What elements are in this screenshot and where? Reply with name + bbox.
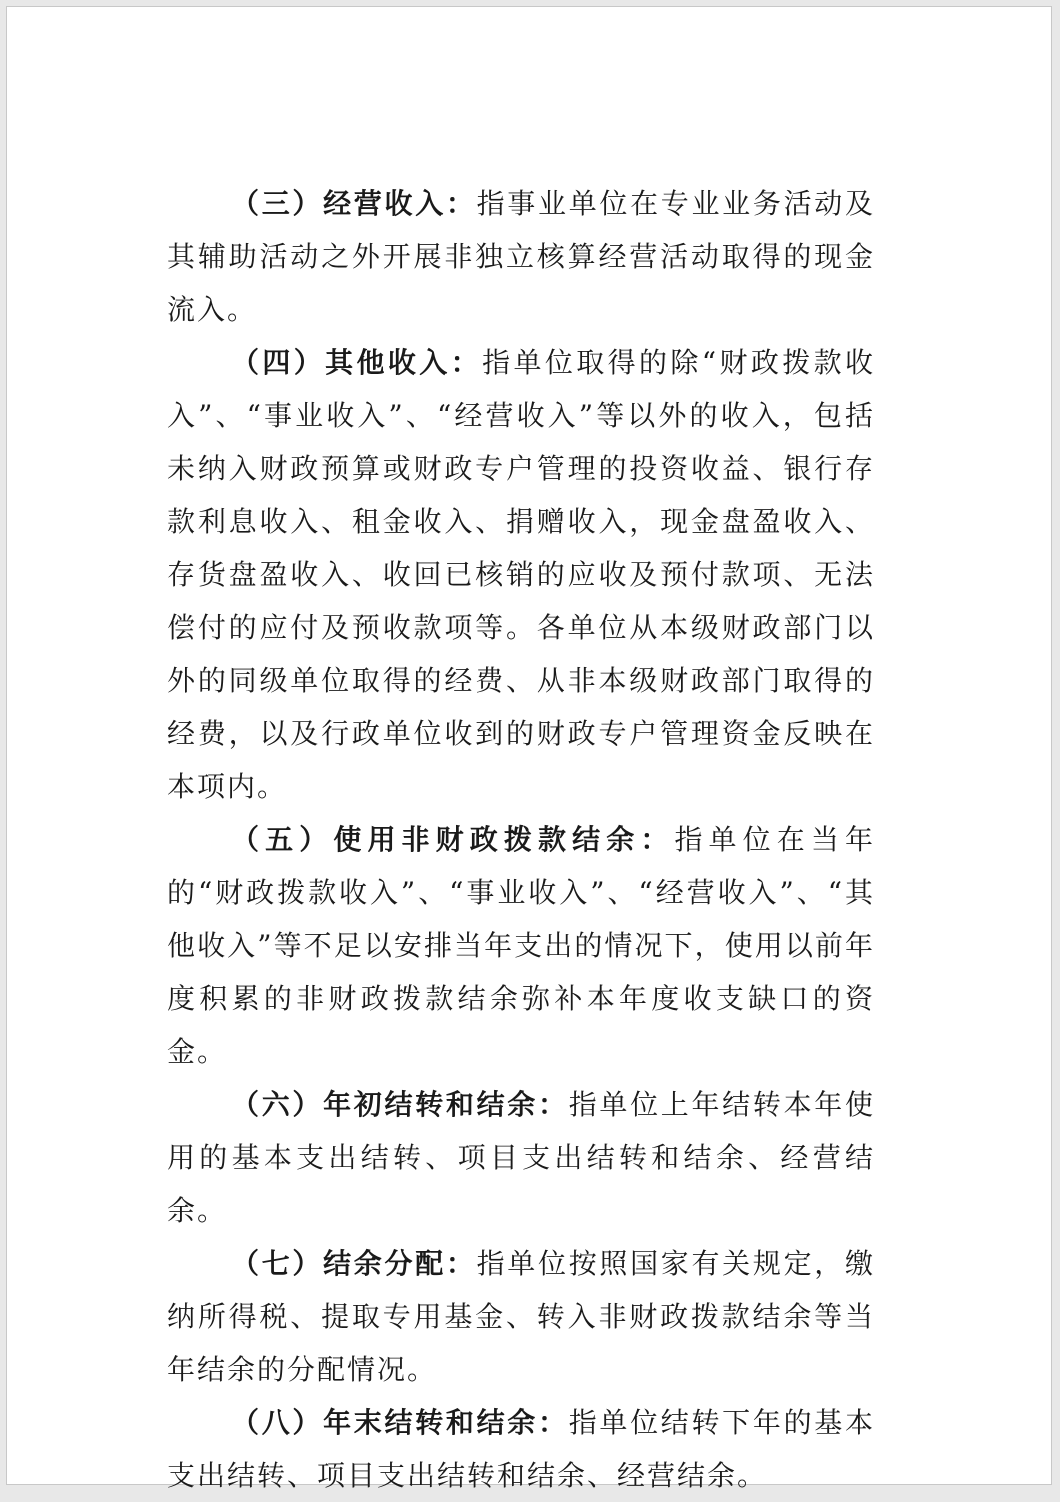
paragraph-other-income [167, 336, 875, 813]
paragraph-text: 指单位上年结转本年使用的基本支出结转、项目支出结转和结余、经营结余。 [167, 1088, 875, 1227]
paragraph-non-fiscal-surplus-use [167, 813, 875, 1078]
paragraph-text: 指单位按照国家有关规定，缴纳所得税、提取专用基金、转入非财政拨款结余等当年结余的分配情况。 [167, 1247, 875, 1386]
paragraph-term: （六）年初结转和结余： [231, 1088, 569, 1121]
paragraph-opening-carryover [167, 1078, 875, 1237]
paragraph-term: （五）使用非财政拨款结余： [231, 823, 675, 856]
paragraph-text: 指事业单位在专业业务活动及其辅助活动之外开展非独立核算经营活动取得的现金流入。 [167, 187, 875, 326]
paragraph-text: 指单位结转下年的基本支出结转、项目支出结转和结余、经营结余。 [167, 1406, 875, 1492]
paragraph-term: （七）结余分配： [231, 1247, 477, 1280]
paragraph-operating-income [167, 177, 875, 336]
paragraph-closing-carryover [167, 1396, 875, 1502]
document-page [6, 6, 1052, 1492]
paragraph-surplus-distribution [167, 1237, 875, 1396]
paragraph-term: （三）经营收入： [231, 187, 477, 220]
paragraph-text: 指单位取得的除“财政拨款收入”、“事业收入”、“经营收入”等以外的收入，包括未纳入财政预算或财政专户管理的投资收益、银行存款利息收入、租金收入、捐赠收入，现金盘盈收入、存货盘盈收入、收回已核销的应收及预付款项、无法偿付的应付及预收款项等。各单位从本级财政部门以外的同级单位取得的经费、从非本级财政部门取得的经费，以及行政单位收到的财政专户管理资金反映在本项内。 [167, 346, 875, 803]
paragraph-text: 指单位在当年的“财政拨款收入”、“事业收入”、“经营收入”、“其他收入”等不足以安排当年支出的情况下，使用以前年度积累的非财政拨款结余弥补本年度收支缺口的资金。 [167, 823, 875, 1068]
document-body [167, 177, 875, 1502]
paragraph-term: （四）其他收入： [231, 346, 483, 379]
paragraph-term: （八）年末结转和结余： [231, 1406, 569, 1439]
